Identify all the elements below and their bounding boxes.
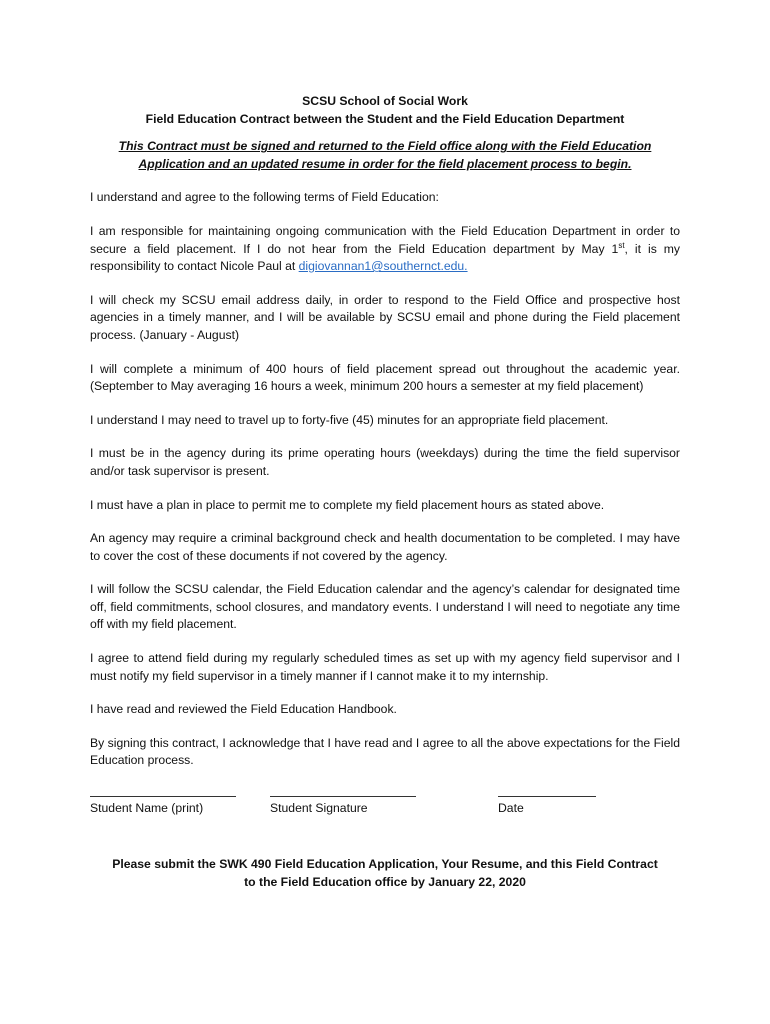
student-name-line[interactable]: [90, 788, 236, 797]
date-field[interactable]: [498, 788, 596, 818]
term-calendar: I will follow the SCSU calendar, the Field Education calendar and the agency’s calendar for designated time off, field commitments, school closures, and mandatory events. I understand I will need to negotiate any time off with my field placement.: [90, 582, 680, 632]
ordinal-suffix: st: [618, 240, 625, 250]
student-name-field[interactable]: [90, 788, 236, 818]
footer-line-2: to the Field Education office by January 22, 2020: [244, 874, 526, 889]
term-communication-text: I am responsible for maintaining ongoing communication with the Field Education Department in order to secure a field placement. If I do not hear from the Field Education department by May 1: [90, 223, 680, 256]
term-communication-text-2: , it is my responsibility to contact Nicole Paul at: [90, 241, 681, 274]
term-handbook: I have read and reviewed the Field Education Handbook.: [90, 702, 397, 717]
notice-line-1: This Contract must be signed and returned to the Field office along with the Field Education: [118, 139, 652, 154]
date-label: Date: [498, 801, 524, 816]
term-acknowledgement: By signing this contract, I acknowledge that I have read and I agree to all the above expectations for the Field Education process.: [90, 735, 680, 768]
signature-row: [90, 788, 680, 824]
term-operating-hours: I must be in the agency during its prime operating hours (weekdays) during the time the field supervisor and/or task supervisor is present.: [90, 446, 680, 478]
term-background-check: An agency may require a criminal background check and health documentation to be completed. I may have to cover the cost of these documents if not covered by the agency.: [90, 531, 680, 563]
term-travel: I understand I may need to travel up to forty-five (45) minutes for an appropriate field placement.: [90, 412, 609, 427]
footer-line-1: Please submit the SWK 490 Field Education Application, Your Resume, and this Field Contract: [112, 857, 658, 872]
date-line[interactable]: [498, 788, 596, 797]
student-signature-line[interactable]: [270, 788, 416, 797]
term-hours: I will complete a minimum of 400 hours of field placement spread out throughout the academic year. (September to May averaging 16 hours a week, minimum 200 hours a semester at my field placement): [90, 361, 680, 394]
document-header: [90, 93, 680, 128]
school-title: SCSU School of Social Work: [302, 94, 468, 108]
submission-instructions: [90, 856, 680, 891]
intro-paragraph: I understand and agree to the following terms of Field Education:: [90, 190, 439, 205]
term-email-check: I will check my SCSU email address daily, in order to respond to the Field Office and prospective host agencies in a timely manner, and I will be available by SCSU email and phone during the Field placement process. (January - August): [90, 292, 680, 342]
submission-notice: [90, 138, 680, 173]
contact-email-link[interactable]: digiovannan1@southernct.edu.: [298, 259, 468, 274]
term-communication: [90, 223, 680, 276]
notice-line-2: Application and an updated resume in order for the field placement process to begin.: [138, 156, 632, 171]
term-plan: I must have a plan in place to permit me to complete my field placement hours as stated above.: [90, 497, 605, 512]
student-name-label: Student Name (print): [90, 801, 204, 816]
student-signature-field[interactable]: [270, 788, 416, 818]
contract-title: Field Education Contract between the Student and the Field Education Department: [145, 111, 625, 126]
student-signature-label: Student Signature: [270, 801, 368, 816]
term-attendance: I agree to attend field during my regularly scheduled times as set up with my agency field supervisor and I must notify my field supervisor in a timely manner if I cannot make it to my internship.: [90, 651, 680, 683]
